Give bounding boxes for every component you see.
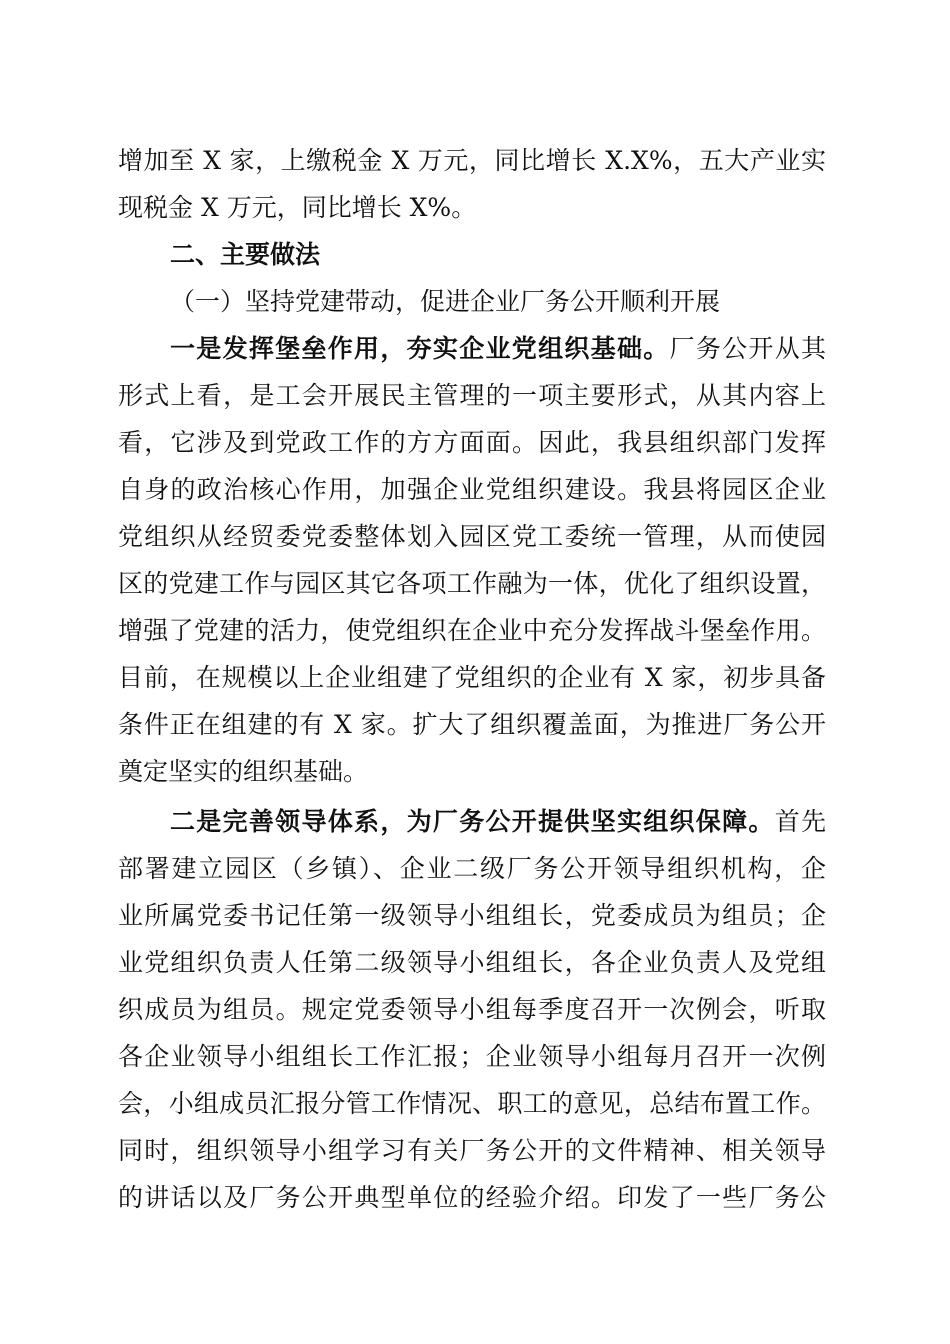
para2-lead: 二是完善领导体系，为厂务公开提供坚实组织保障。 <box>170 807 775 836</box>
intro-line-2: 现税金 X 万元，同比增长 X%。 <box>118 193 477 222</box>
para2-line: 的讲话以及厂务公开典型单位的经验介绍。印发了一些厂务公 <box>118 1183 826 1212</box>
para2-line: 部署建立园区（乡镇）、企业二级厂务公开领导组织机构，企 <box>118 854 826 883</box>
para2-line: 织成员为组员。规定党委领导小组每季度召开一次例会，听取 <box>118 995 826 1024</box>
para1-line: 党组织从经贸委党委整体划入园区党工委统一管理，从而使园 <box>118 522 826 551</box>
para1-lead: 一是发挥堡垒作用，夯实企业党组织基础。 <box>170 334 670 363</box>
intro-line-1: 增加至 X 家，上缴税金 X 万元，同比增长 X.X%，五大产业实 <box>118 146 826 175</box>
para2-first-line-rest: 首先 <box>774 807 826 836</box>
para2-line: 会，小组成员汇报分管工作情况、职工的意见，总结布置工作。 <box>118 1089 826 1118</box>
section-heading: 二、主要做法 <box>170 240 321 269</box>
para2-line: 业所属党委书记任第一级领导小组组长，党委成员为组员；企 <box>118 901 826 930</box>
para1-first-line-rest: 厂务公开从其 <box>669 334 826 363</box>
para2-line: 同时，组织领导小组学习有关厂务公开的文件精神、相关领导 <box>118 1136 826 1165</box>
para1-line: 奠定坚实的组织基础。 <box>118 757 369 786</box>
para1-line: 自身的政治核心作用，加强企业党组织建设。我县将园区企业 <box>118 475 826 504</box>
para1-line: 区的党建工作与园区其它各项工作融为一体，优化了组织设置， <box>118 569 826 598</box>
para2-line: 各企业领导小组组长工作汇报；企业领导小组每月召开一次例 <box>118 1042 826 1071</box>
para1-line: 看，它涉及到党政工作的方方面面。因此，我县组织部门发挥 <box>118 428 826 457</box>
para1-first-line <box>118 325 826 372</box>
para2-line: 业党组织负责人任第二级领导小组组长，各企业负责人及党组 <box>118 948 826 977</box>
para1-line: 目前，在规模以上企业组建了党组织的企业有 X 家，初步具备 <box>118 663 826 692</box>
para1-line: 条件正在组建的有 X 家。扩大了组织覆盖面，为推进厂务公开 <box>118 710 826 739</box>
document-body <box>118 137 826 1221</box>
para1-line: 增强了党建的活力，使党组织在企业中充分发挥战斗堡垒作用。 <box>118 616 826 645</box>
subsection-heading: （一）坚持党建带动，促进企业厂务公开顺利开展 <box>170 287 721 316</box>
para2-first-line <box>118 798 826 845</box>
para1-line: 形式上看，是工会开展民主管理的一项主要形式，从其内容上 <box>118 381 826 410</box>
